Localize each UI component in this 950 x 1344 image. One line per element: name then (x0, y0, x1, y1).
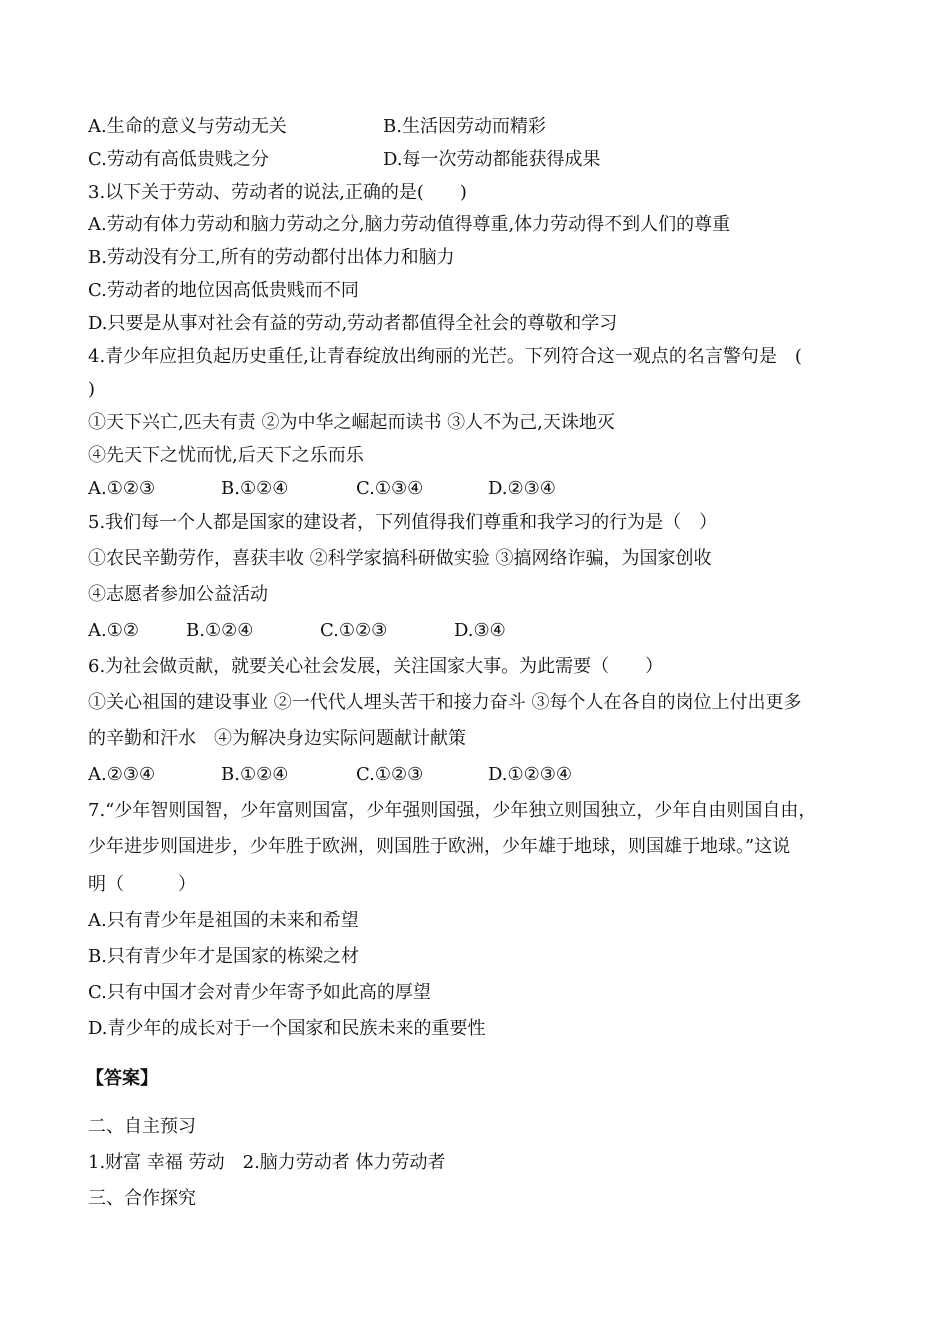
q6-options (88, 763, 572, 787)
q2-option-a: A.生命的意义与劳动无关 (88, 116, 287, 137)
q3-option-c: C.劳动者的地位因高低贵贱而不同 (88, 280, 359, 301)
q2-option-b: B.生活因劳动而精彩 (383, 116, 546, 137)
q4-option-b: B.①②④ (221, 478, 289, 499)
q5-option-a: A.①② (88, 620, 139, 641)
q4-option-d: D.②③④ (488, 478, 556, 499)
q7-stem-3: 明（ ） (88, 874, 196, 895)
q6-option-b: B.①②④ (221, 764, 289, 785)
q7-stem-1: 7.“少年智则国智，少年富则国富，少年强则国强，少年独立则国独立，少年自由则国自由， (88, 800, 817, 821)
q5-option-b: B.①②④ (186, 620, 254, 641)
q4-stem: 4.青少年应担负起历史重任,让青春绽放出绚丽的光芒。下列符合这一观点的名言警句是 ( (88, 346, 802, 367)
q6-items-2: 的辛勤和汗水 ④为解决身边实际问题献计献策 (88, 728, 466, 749)
q5-stem: 5.我们每一个人都是国家的建设者，下列值得我们尊重和我学习的行为是（ ） (88, 512, 718, 533)
q4-items-2: ④先天下之忧而忧,后天下之乐而乐 (88, 445, 364, 466)
q2-option-c: C.劳动有高低贵贱之分 (88, 149, 269, 170)
q7-stem-2: 少年进步则国进步，少年胜于欧洲，则国胜于欧洲，少年雄于地球，则国雄于地球。”这说 (88, 836, 791, 857)
q6-stem: 6.为社会做贡献，就要关心社会发展，关注国家大事。为此需要（ ） (88, 656, 664, 677)
q5-options (88, 619, 506, 643)
q6-option-c: C.①②③ (356, 764, 424, 785)
q4-stem-cont: ) (88, 379, 96, 400)
q3-stem: 3.以下关于劳动、劳动者的说法,正确的是( ) (88, 182, 467, 203)
q5-items-2: ④志愿者参加公益活动 (88, 584, 268, 605)
q4-option-a: A.①②③ (88, 478, 156, 499)
answer-section-2-content: 1.财富 幸福 劳动 2.脑力劳动者 体力劳动者 (88, 1152, 446, 1173)
q5-items-1: ①农民辛勤劳作，喜获丰收 ②科学家搞科研做实验 ③搞网络诈骗，为国家创收 (88, 548, 712, 569)
q5-option-d: D.③④ (454, 620, 506, 641)
q4-items-1: ①天下兴亡,匹夫有责 ②为中华之崛起而读书 ③人不为己,天诛地灭 (88, 412, 615, 433)
q6-option-d: D.①②③④ (488, 764, 573, 785)
answer-section-2-title: 二、自主预习 (88, 1116, 196, 1137)
q4-option-c: C.①③④ (356, 478, 424, 499)
q7-option-b: B.只有青少年才是国家的栋梁之材 (88, 946, 359, 967)
q3-option-d: D.只要是从事对社会有益的劳动,劳动者都值得全社会的尊敬和学习 (88, 313, 618, 334)
q3-option-a: A.劳动有体力劳动和脑力劳动之分,脑力劳动值得尊重,体力劳动得不到人们的尊重 (88, 214, 731, 235)
q7-option-c: C.只有中国才会对青少年寄予如此高的厚望 (88, 982, 431, 1003)
q5-option-c: C.①②③ (320, 620, 388, 641)
q2-option-d: D.每一次劳动都能获得成果 (383, 149, 601, 170)
answer-heading: 【答案】 (86, 1068, 158, 1089)
q6-items-1: ①关心祖国的建设事业 ②一代代人埋头苦干和接力奋斗 ③每个人在各自的岗位上付出更多 (88, 692, 802, 713)
q3-option-b: B.劳动没有分工,所有的劳动都付出体力和脑力 (88, 247, 455, 268)
answer-section-3-title: 三、合作探究 (88, 1188, 196, 1209)
q7-option-d: D.青少年的成长对于一个国家和民族未来的重要性 (88, 1018, 486, 1039)
q4-options (88, 477, 556, 501)
q6-option-a: A.②③④ (88, 764, 156, 785)
q7-option-a: A.只有青少年是祖国的未来和希望 (88, 910, 359, 931)
